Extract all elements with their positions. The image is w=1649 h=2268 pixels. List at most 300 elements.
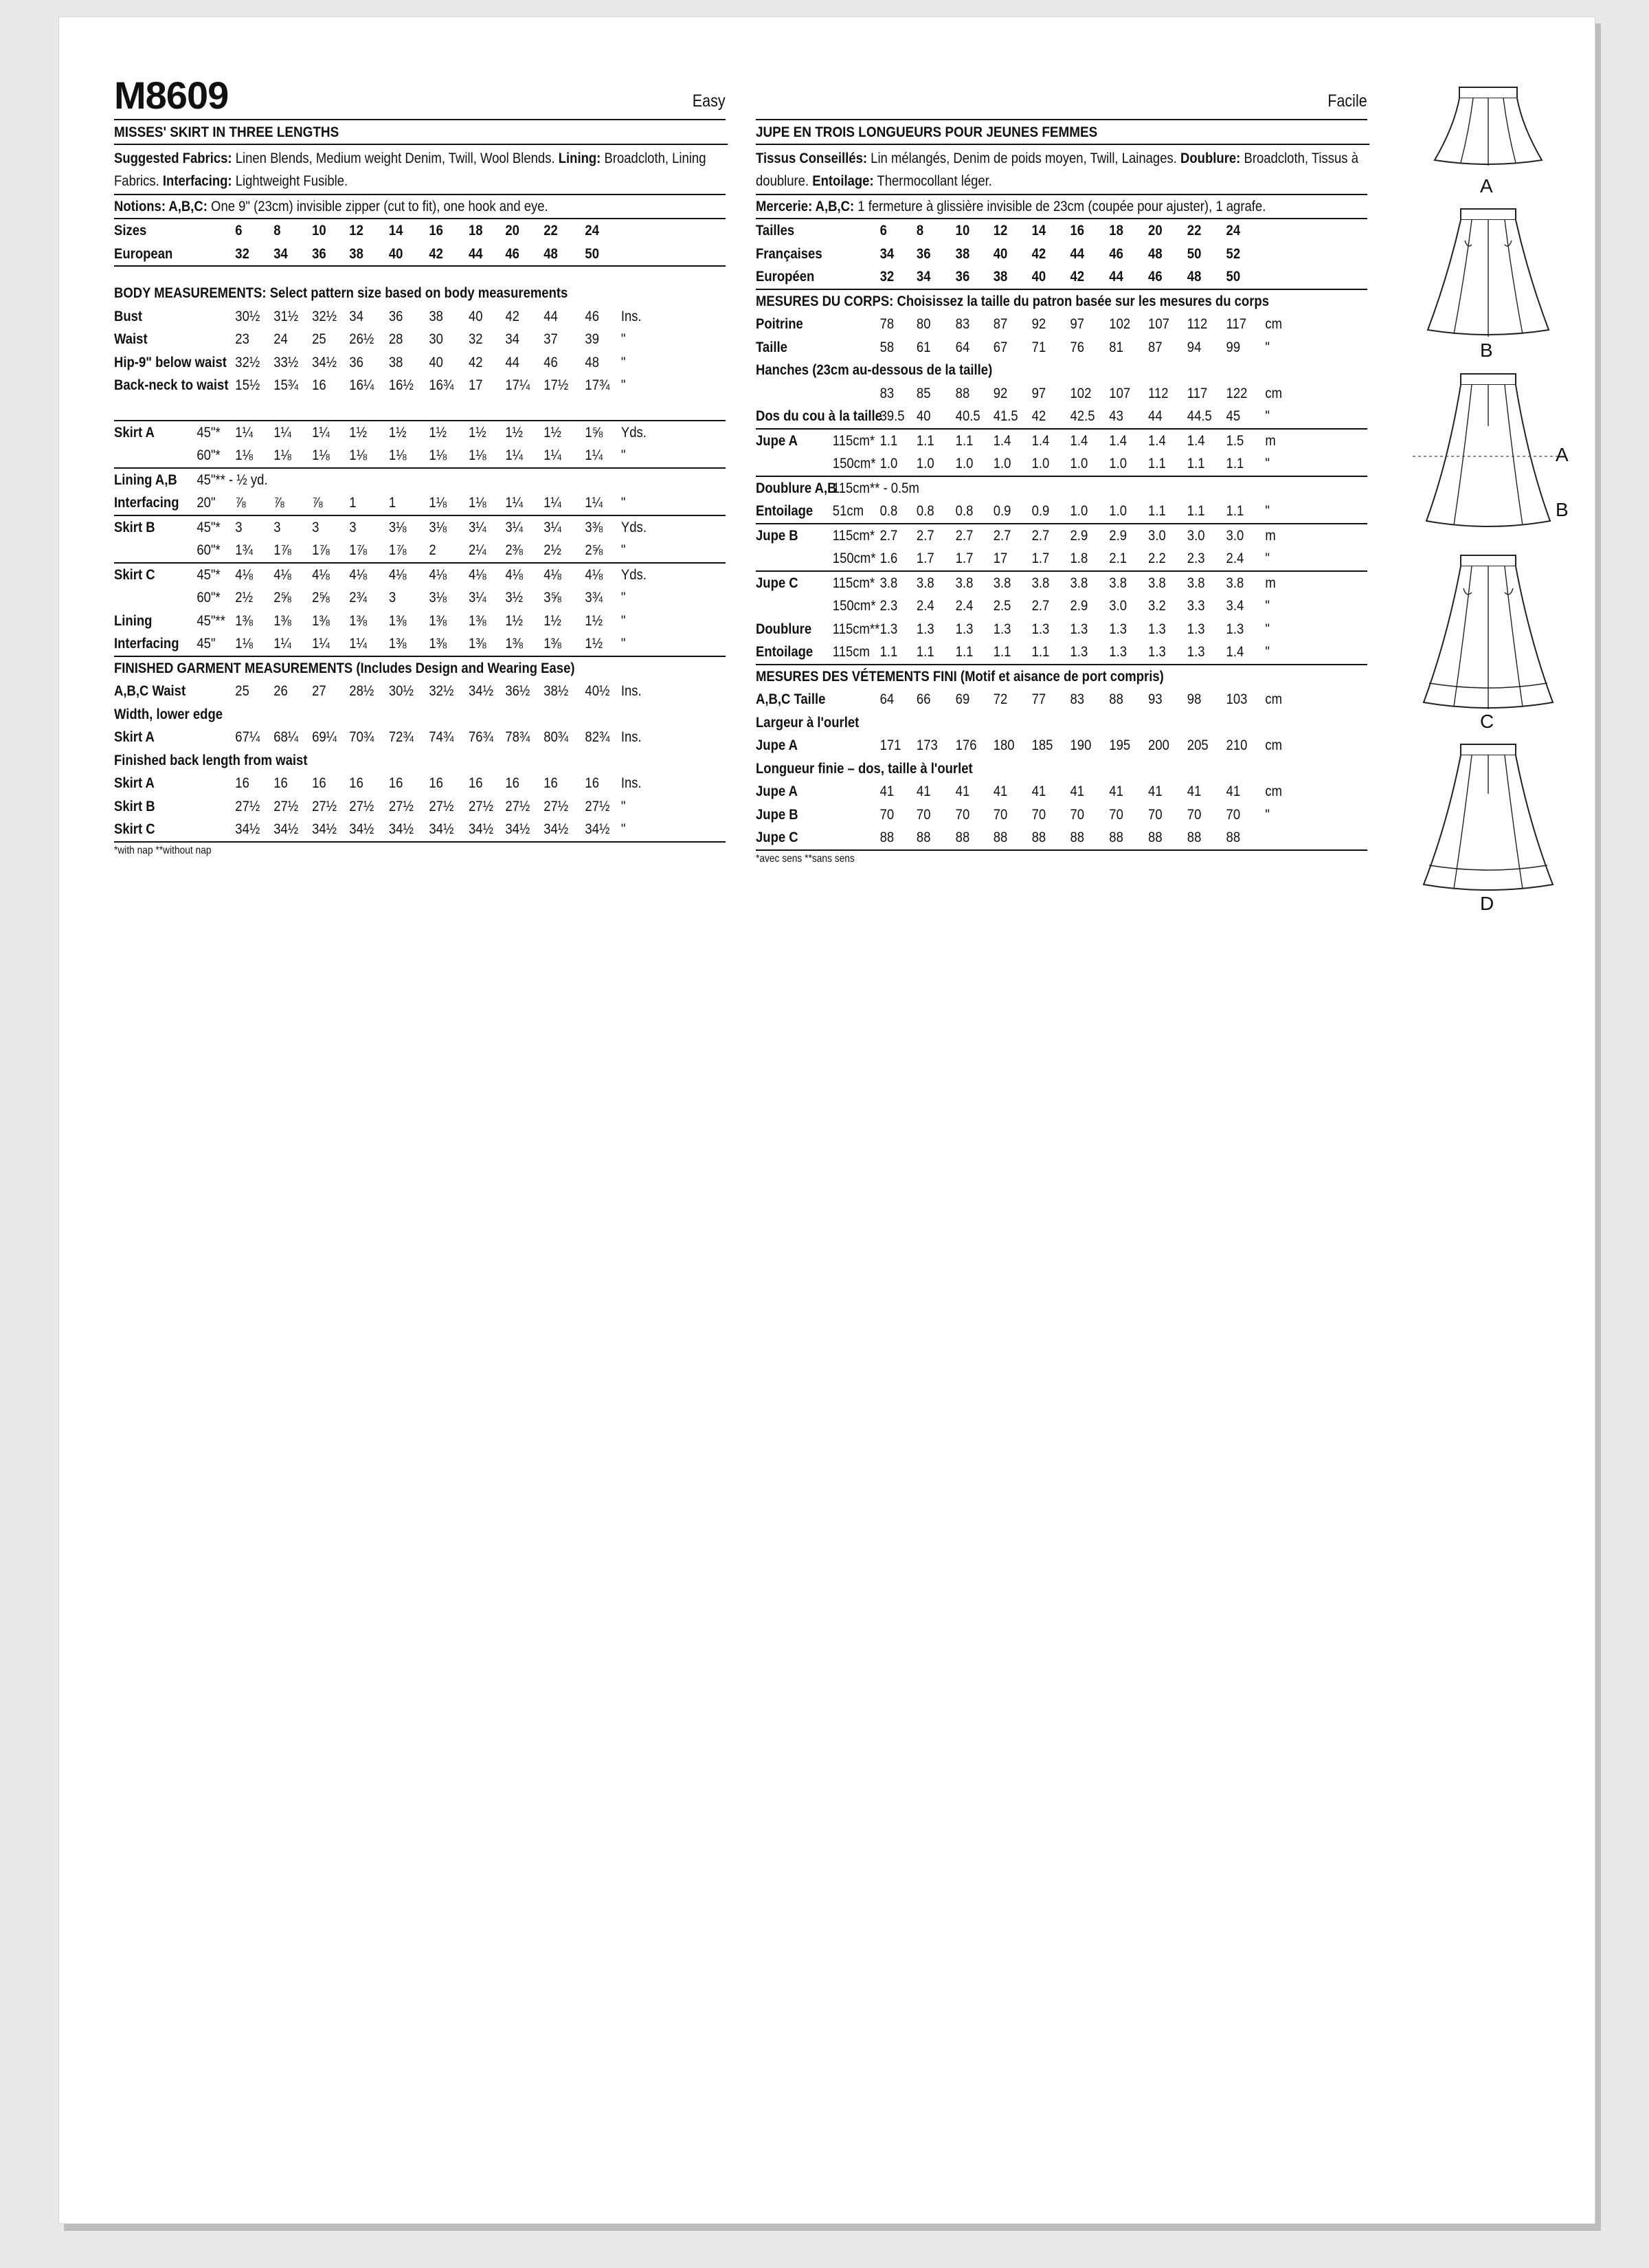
cell-value: 1½ — [388, 423, 407, 441]
row-label: Interfacing — [114, 494, 179, 511]
table-row — [114, 680, 726, 703]
table-row — [756, 452, 1367, 476]
fabric-width: 20" — [197, 494, 216, 511]
row-label: Jupe B — [756, 805, 798, 823]
cell-value: 36 — [349, 353, 363, 370]
cell-value: 97 — [1031, 384, 1046, 401]
cell-value: 1⅜ — [429, 612, 447, 629]
unit: cm — [1265, 384, 1282, 401]
cell-value: 1⅜ — [469, 635, 486, 652]
cell-value: 2 — [429, 542, 436, 558]
notions-block — [114, 195, 726, 219]
cell-value: 200 — [1148, 737, 1169, 753]
cell-value: 72 — [993, 691, 1008, 707]
cell-value: 1⅛ — [273, 447, 291, 463]
fabric-width: 60"* — [197, 589, 221, 605]
row-label: Jupe C — [756, 574, 798, 591]
cell-value: 78¾ — [505, 729, 530, 745]
cell-value: 2.7 — [955, 526, 974, 544]
cell-value: 102 — [1070, 384, 1092, 401]
cell-value: 34½ — [543, 821, 569, 837]
fabric-width: 115cm* — [832, 432, 875, 449]
table-row — [756, 265, 1367, 289]
cell-value: 16 — [312, 377, 326, 393]
view-label: D — [1480, 893, 1494, 914]
cell-value: 0.9 — [1031, 502, 1050, 519]
cell-value: 33½ — [273, 353, 299, 370]
yardage-skirt-a — [114, 421, 726, 469]
table-row — [756, 688, 1367, 711]
unit: " — [620, 612, 626, 629]
cell-value: 80 — [916, 315, 931, 332]
unit: m — [1265, 574, 1276, 591]
cell-value: 1.1 — [1031, 643, 1050, 660]
cell-value: 1.8 — [1070, 550, 1088, 566]
cell-value: 102 — [1109, 315, 1131, 332]
unit: " — [620, 377, 626, 393]
table-row — [756, 780, 1367, 803]
unit: Ins. — [620, 682, 642, 699]
cell-value: 3.0 — [1226, 526, 1244, 544]
cell-value: 27 — [312, 682, 326, 699]
cell-value: 40 — [388, 245, 403, 262]
finished-measurements-table — [114, 657, 726, 843]
cell-value: 3.8 — [955, 574, 974, 591]
row-label: Waist — [114, 331, 148, 347]
view-back-a-b-illustration — [1406, 364, 1571, 550]
cell-value: 2.7 — [1031, 597, 1050, 614]
cell-value: 50 — [585, 245, 599, 262]
skirt-c-drawing — [1406, 550, 1571, 718]
cell-value: 1.1 — [879, 432, 898, 449]
cell-value: 48 — [585, 353, 599, 370]
cell-value: 1¾ — [235, 542, 254, 558]
table-row — [756, 382, 1367, 405]
table-row — [756, 219, 1367, 243]
table-row — [756, 477, 1367, 500]
fabric-width: 60"* — [197, 447, 221, 463]
cell-value: 24 — [585, 222, 599, 238]
cell-value: 17 — [993, 550, 1008, 566]
cell-value: 36 — [916, 245, 931, 262]
cell-value: 16 — [429, 222, 443, 238]
cell-value: 44 — [543, 307, 558, 324]
cell-value: 68¼ — [273, 729, 299, 745]
fabric-width: 45"* — [197, 423, 221, 441]
unit: " — [620, 589, 626, 605]
cell-value: 1½ — [585, 612, 603, 629]
cell-value: 41 — [879, 783, 895, 799]
cell-value: 69¼ — [312, 729, 337, 745]
cell-value: 92 — [993, 384, 1008, 401]
table-row — [114, 444, 726, 467]
cell-value: 34½ — [388, 821, 414, 837]
table-row — [114, 632, 726, 656]
cell-value: 3.4 — [1226, 597, 1244, 614]
cell-value: 83 — [955, 315, 970, 332]
view-illustrations — [1406, 72, 1571, 918]
cell-value: 41 — [993, 783, 1008, 799]
unit: " — [620, 447, 626, 463]
cell-value: 16½ — [388, 377, 414, 393]
cell-value: 1.3 — [1226, 620, 1244, 637]
cell-value: 88 — [879, 829, 895, 845]
cell-value: 0.9 — [993, 502, 1011, 519]
cell-value: 3¼ — [469, 518, 486, 535]
cell-value: 38 — [955, 245, 970, 262]
cell-value: 1.4 — [1070, 432, 1088, 449]
cell-value: 1.4 — [1226, 643, 1244, 660]
table-row — [756, 618, 1367, 641]
skirt-b-drawing — [1406, 199, 1571, 344]
row-label: A,B,C Taille — [756, 691, 826, 707]
cell-value: 37 — [543, 331, 558, 347]
cell-value: 1.0 — [1070, 502, 1088, 519]
row-label: Skirt B — [114, 797, 155, 814]
cell-value: 36 — [388, 307, 403, 324]
cell-value: 15¾ — [273, 377, 299, 393]
cell-value: 4⅛ — [235, 566, 254, 583]
cell-value: 40 — [469, 307, 483, 324]
cell-value: 1¼ — [312, 423, 330, 441]
cell-value: 1¼ — [505, 447, 524, 463]
cell-value: 92 — [1031, 315, 1046, 332]
cell-value: 88 — [1070, 829, 1085, 845]
yardage-jupe-c — [756, 572, 1367, 665]
cell-value: 3¼ — [505, 518, 524, 535]
cell-value: 1¼ — [543, 494, 561, 511]
cell-value: 42 — [505, 307, 519, 324]
fabric-width: 45"* — [197, 566, 221, 583]
cell-value: 18 — [1109, 222, 1123, 238]
cell-value: 3.0 — [1148, 526, 1166, 544]
cell-value: 27½ — [585, 797, 610, 814]
cell-value: 80¾ — [543, 729, 569, 745]
cell-value: 1.3 — [1148, 643, 1166, 660]
table-row — [114, 795, 726, 819]
cell-value: 16 — [349, 775, 363, 791]
cell-value: 1.1 — [955, 432, 974, 449]
notions-text: Notions: A,B,C: One 9" (23cm) invisible zipper (cut to fit), one hook and eye. — [114, 198, 548, 214]
row-label: Bust — [114, 307, 143, 324]
unit: " — [1265, 408, 1270, 424]
unit: " — [1265, 620, 1270, 637]
cell-value: 2.4 — [916, 597, 934, 614]
cell-value: 20 — [1148, 222, 1163, 238]
cell-value: 67 — [993, 338, 1008, 355]
cell-value: 88 — [1109, 691, 1123, 707]
cell-value: 2½ — [543, 542, 561, 558]
cell-value: 1.7 — [955, 550, 974, 566]
table-row — [756, 405, 1367, 428]
cell-value: 1¼ — [585, 447, 603, 463]
cell-value: 1½ — [429, 423, 447, 441]
cell-value: 117 — [1187, 384, 1208, 401]
cell-value: 1.3 — [916, 620, 934, 637]
cell-value: 17½ — [543, 377, 569, 393]
cell-value: 117 — [1226, 315, 1247, 332]
cell-value: 99 — [1226, 338, 1241, 355]
cell-value: 1.3 — [993, 620, 1011, 637]
cell-value: 66 — [916, 691, 931, 707]
cell-value: 1.1 — [1148, 502, 1166, 519]
table-row — [114, 539, 726, 562]
cell-value: 1¼ — [349, 635, 367, 652]
cell-value: 3.8 — [993, 574, 1011, 591]
cell-value: 40½ — [585, 682, 610, 699]
difficulty-level: Easy — [693, 91, 726, 111]
cell-value: 10 — [955, 222, 970, 238]
cell-value: 1⅜ — [349, 612, 367, 629]
cell-value: 1.3 — [1070, 643, 1088, 660]
cell-value: 42 — [1031, 408, 1046, 424]
cell-value: 1½ — [543, 612, 561, 629]
cell-value: 32½ — [235, 353, 260, 370]
cell-value: 46 — [585, 307, 599, 324]
cell-value: 2.1 — [1109, 550, 1127, 566]
cell-value: 16 — [469, 775, 483, 791]
cell-value: ⅞ — [312, 494, 323, 511]
cell-value: 1.1 — [1226, 502, 1244, 519]
cell-value: 17 — [469, 377, 483, 393]
cell-value: 70 — [916, 805, 931, 823]
fabrics-block — [114, 145, 726, 195]
table-row — [756, 336, 1367, 359]
cell-value: 1⅜ — [429, 635, 447, 652]
cell-value: 1¼ — [273, 635, 291, 652]
cell-value: 1.7 — [916, 550, 934, 566]
pattern-code: M8609 — [114, 74, 229, 117]
cell-value: 44 — [1070, 245, 1085, 262]
cell-value: 38 — [388, 353, 403, 370]
cell-value: 1.4 — [1031, 432, 1050, 449]
table-row — [756, 711, 1367, 735]
cell-value: 27½ — [429, 797, 454, 814]
row-label: Skirt A — [114, 775, 155, 791]
section-heading: BODY MEASUREMENTS: Select pattern size based on body measurements — [114, 285, 568, 301]
cell-value: 70 — [879, 805, 895, 823]
view-b-illustration — [1406, 199, 1571, 364]
cell-value: 3 — [235, 518, 243, 535]
cell-value: 15½ — [235, 377, 260, 393]
skirt-a-drawing — [1406, 72, 1571, 182]
cell-value: 41 — [1148, 783, 1163, 799]
cell-value: 14 — [388, 222, 403, 238]
cell-value: 2.7 — [993, 526, 1011, 544]
cell-value: 27½ — [273, 797, 299, 814]
cell-value: 48 — [1148, 245, 1163, 262]
cell-value: 2.3 — [879, 597, 898, 614]
cell-value: 4⅛ — [273, 566, 291, 583]
view-label: C — [1480, 711, 1494, 732]
cell-value: 25 — [235, 682, 249, 699]
unit: cm — [1265, 691, 1282, 707]
row-label: Européen — [756, 268, 815, 285]
cell-value: 27½ — [505, 797, 530, 814]
fabric-width: 51cm — [832, 502, 864, 519]
cell-value: 180 — [993, 737, 1015, 753]
cell-value: 3⅝ — [543, 589, 561, 605]
table-row — [114, 610, 726, 633]
cell-value: 122 — [1226, 384, 1248, 401]
row-label: Width, lower edge — [114, 705, 223, 722]
cell-value: 38 — [349, 245, 363, 262]
row-label: Finished back length from waist — [114, 751, 308, 768]
cell-value: 1⅛ — [469, 494, 486, 511]
cell-value: 1.3 — [1148, 620, 1166, 637]
cell-value: 44.5 — [1187, 408, 1212, 424]
table-row — [114, 749, 726, 772]
cell-value: 30 — [429, 331, 443, 347]
cell-value: 42 — [429, 245, 443, 262]
cell-value: 32½ — [429, 682, 454, 699]
table-row — [756, 641, 1367, 664]
french-column — [756, 17, 1367, 867]
unit: Yds. — [620, 566, 647, 583]
cell-value: 27½ — [469, 797, 493, 814]
table-row — [756, 430, 1367, 453]
unit: m — [1265, 432, 1276, 449]
cell-value: 3¼ — [543, 518, 561, 535]
cell-value: 1.0 — [879, 455, 898, 471]
cell-value: 3 — [312, 518, 319, 535]
row-label: Back-neck to waist — [114, 377, 229, 393]
fabrics-text: Suggested Fabrics: Linen Blends, Medium weight Denim, Twill, Wool Blends. Lining: Broadcloth, Lining Fabrics. Interfacing: Lightweight Fusible. — [114, 150, 706, 189]
pattern-title: MISSES' SKIRT IN THREE LENGTHS — [114, 120, 728, 145]
notions-block-fr — [756, 195, 1367, 219]
unit: " — [620, 797, 626, 814]
cell-value: 83 — [879, 384, 895, 401]
cell-value: 3.8 — [1187, 574, 1205, 591]
cell-value: 22 — [543, 222, 558, 238]
table-row — [756, 826, 1367, 849]
cell-value: 1.3 — [1109, 620, 1127, 637]
cell-value: 6 — [879, 222, 887, 238]
cell-value: 70 — [955, 805, 970, 823]
footnote-fr: *avec sens **sans sens — [756, 852, 855, 865]
cell-value: 18 — [469, 222, 483, 238]
row-label: Jupe A — [756, 783, 798, 799]
cell-value: 2.7 — [879, 526, 898, 544]
cell-value: 1.4 — [1148, 432, 1166, 449]
row-label: European — [114, 245, 173, 262]
cell-value: 2.7 — [1031, 526, 1050, 544]
unit: Yds. — [620, 423, 647, 441]
unit: " — [1265, 338, 1270, 355]
cell-value: 1⅜ — [312, 612, 330, 629]
header-fr — [756, 17, 1367, 120]
cell-value: 85 — [916, 384, 931, 401]
yardage-skirt-b — [114, 516, 726, 564]
cell-value: 83 — [1070, 691, 1085, 707]
cell-value: 77 — [1031, 691, 1046, 707]
cell-value: 41.5 — [993, 408, 1018, 424]
cell-value: 88 — [1031, 829, 1046, 845]
sizes-table — [114, 219, 726, 267]
fabric-width: 150cm* — [832, 597, 876, 614]
cell-value: 4⅛ — [388, 566, 407, 583]
cell-value: 1⅛ — [312, 447, 330, 463]
table-row — [114, 421, 726, 445]
cell-value: 41 — [1031, 783, 1046, 799]
cell-value: 1¼ — [585, 494, 603, 511]
cell-value: 1.3 — [1187, 643, 1205, 660]
section-heading: MESURES DU CORPS: Choisissez la taille du patron basée sur les mesures du corps — [756, 292, 1270, 309]
row-label: Françaises — [756, 245, 822, 262]
row-label: Dos du cou à la taille — [756, 408, 882, 424]
cell-value: 16 — [585, 775, 599, 791]
cell-value: 74¾ — [429, 729, 454, 745]
cell-value: 171 — [879, 737, 901, 753]
cell-value: 1.5 — [1226, 432, 1244, 449]
cell-value: 64 — [955, 338, 970, 355]
cell-value: 44 — [505, 353, 519, 370]
cell-value: 1⅝ — [585, 423, 603, 441]
cell-value: 43 — [1109, 408, 1123, 424]
cell-value: 12 — [349, 222, 363, 238]
cell-value: 31½ — [273, 307, 299, 324]
yardage-jupe-a — [756, 430, 1367, 477]
cell-value: 27½ — [349, 797, 374, 814]
fabric-width: 150cm* — [832, 550, 876, 566]
cell-value: 3⅛ — [388, 518, 407, 535]
cell-value: 16 — [429, 775, 443, 791]
cell-value: 1¼ — [312, 635, 330, 652]
cell-value: 1¼ — [543, 447, 561, 463]
cell-value: 87 — [1148, 338, 1163, 355]
cell-value: 40 — [429, 353, 443, 370]
row-label: Hip-9" below waist — [114, 353, 227, 370]
cell-value: 88 — [1187, 829, 1202, 845]
fabric-width: 115cm* — [832, 526, 875, 544]
cell-value: 1.1 — [1187, 455, 1205, 471]
row-label: A,B,C Waist — [114, 682, 186, 699]
table-row — [114, 374, 726, 397]
section-heading: MESURES DES VÉTEMENTS FINI (Motif et aisance de port compris) — [756, 667, 1164, 685]
cell-value: 1⅜ — [469, 612, 486, 629]
skirt-d-drawing — [1406, 739, 1571, 900]
cell-value: 41 — [916, 783, 931, 799]
cell-value: 88 — [993, 829, 1008, 845]
cell-value: 1⅛ — [349, 447, 367, 463]
cell-value: 3.8 — [1031, 574, 1050, 591]
cell-value: 98 — [1187, 691, 1202, 707]
fabric-width: 45"** — [197, 612, 225, 629]
unit: cm — [1265, 783, 1282, 799]
table-row — [114, 305, 726, 329]
yardage-lining-interfacing — [114, 469, 726, 516]
row-label: Sizes — [114, 222, 147, 238]
row-label: Lining — [114, 612, 153, 629]
cell-value: 61 — [916, 338, 931, 355]
cell-value: 2.3 — [1187, 550, 1205, 566]
cell-value: 2.4 — [955, 597, 974, 614]
pattern-envelope-back — [58, 16, 1595, 2224]
cell-value: 88 — [1109, 829, 1123, 845]
cell-value: 14 — [1031, 222, 1046, 238]
cell-value: 22 — [1187, 222, 1202, 238]
cell-value: 88 — [916, 829, 931, 845]
cell-value: 67¼ — [235, 729, 260, 745]
table-row — [756, 734, 1367, 757]
cell-value: 34½ — [469, 821, 493, 837]
cell-value: 16 — [388, 775, 403, 791]
cell-value: 1¼ — [505, 494, 524, 511]
cell-value: 34 — [916, 268, 931, 285]
row-label: Largeur à l'ourlet — [756, 713, 860, 731]
cell-value: 2⅝ — [312, 589, 330, 605]
table-row — [756, 547, 1367, 570]
